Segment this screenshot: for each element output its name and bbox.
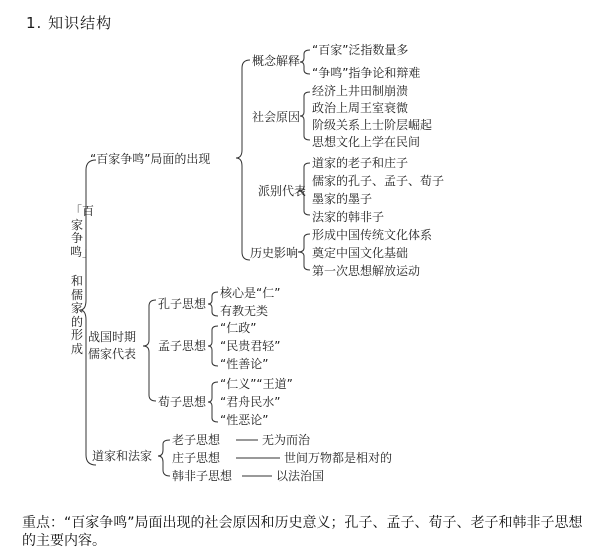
daoist-name: 老子思想 [172, 433, 221, 447]
causes-item: 思想文化上学在民间 [312, 135, 421, 149]
concept-item: “百家”泛指数量多 [312, 43, 409, 57]
hanfeizi-name: 韩非子思想 [172, 469, 233, 483]
xunzi-item: “仁义”“王道” [220, 377, 293, 391]
xunzi-item: “性恶论” [220, 413, 269, 427]
key-points-note: 重点：“百家争鸣”局面出现的社会原因和历史意义；孔子、孟子、荀子、老子和韩非子思想的主要内容。 [22, 515, 583, 549]
hanfeizi-desc: 以法治国 [276, 469, 325, 483]
xunzi-label: 荀子思想 [158, 395, 207, 409]
branch2-label-line1: 战国时期 [88, 330, 137, 344]
confucius-item: 有教无类 [220, 304, 269, 318]
mencius-item: “仁政” [220, 321, 257, 335]
impact-label: 历史影响 [250, 246, 299, 260]
concept-item: “争鸣”指争论和辩难 [312, 66, 421, 80]
zhuangzi-name: 庄子思想 [172, 451, 221, 465]
confucius-label: 孔子思想 [158, 297, 207, 311]
confucius-item: 核心是“仁” [220, 286, 281, 300]
mencius-item: “性善论” [220, 357, 269, 371]
root-label-a: 「百家争鸣」 [70, 204, 95, 259]
zhuangzi-desc: 世间万物都是相对的 [284, 451, 393, 465]
schools-item: 墨家的墨子 [312, 192, 373, 206]
mencius-item: “民贵君轻” [220, 339, 281, 353]
branch3-label: 道家和法家 [92, 449, 153, 463]
branch1-label: “百家争鸣”局面的出现 [90, 152, 211, 166]
schools-item: 儒家的孔子、孟子、荀子 [312, 174, 445, 188]
causes-item: 阶级关系上士阶层崛起 [312, 118, 433, 132]
schools-label: 派别代表 [258, 184, 307, 198]
daoist-desc: 无为而治 [262, 433, 311, 447]
schools-item: 法家的韩非子 [312, 210, 385, 224]
section-title: 1. 知识结构 [26, 14, 113, 32]
impact-item: 奠定中国文化基础 [312, 246, 409, 260]
branch2-label-line2: 儒家代表 [88, 347, 137, 361]
causes-item: 政治上周王室衰微 [312, 101, 409, 115]
causes-item: 经济上井田制崩溃 [312, 84, 409, 98]
concept-label: 概念解释 [252, 54, 301, 68]
impact-item: 第一次思想解放运动 [312, 264, 421, 278]
impact-item: 形成中国传统文化体系 [312, 228, 433, 242]
mencius-label: 孟子思想 [158, 339, 207, 353]
xunzi-item: “君舟民水” [220, 395, 281, 409]
schools-item: 道家的老子和庄子 [312, 156, 409, 170]
root-label-b: 和儒家的形成 [70, 274, 83, 356]
causes-label: 社会原因 [252, 110, 301, 124]
